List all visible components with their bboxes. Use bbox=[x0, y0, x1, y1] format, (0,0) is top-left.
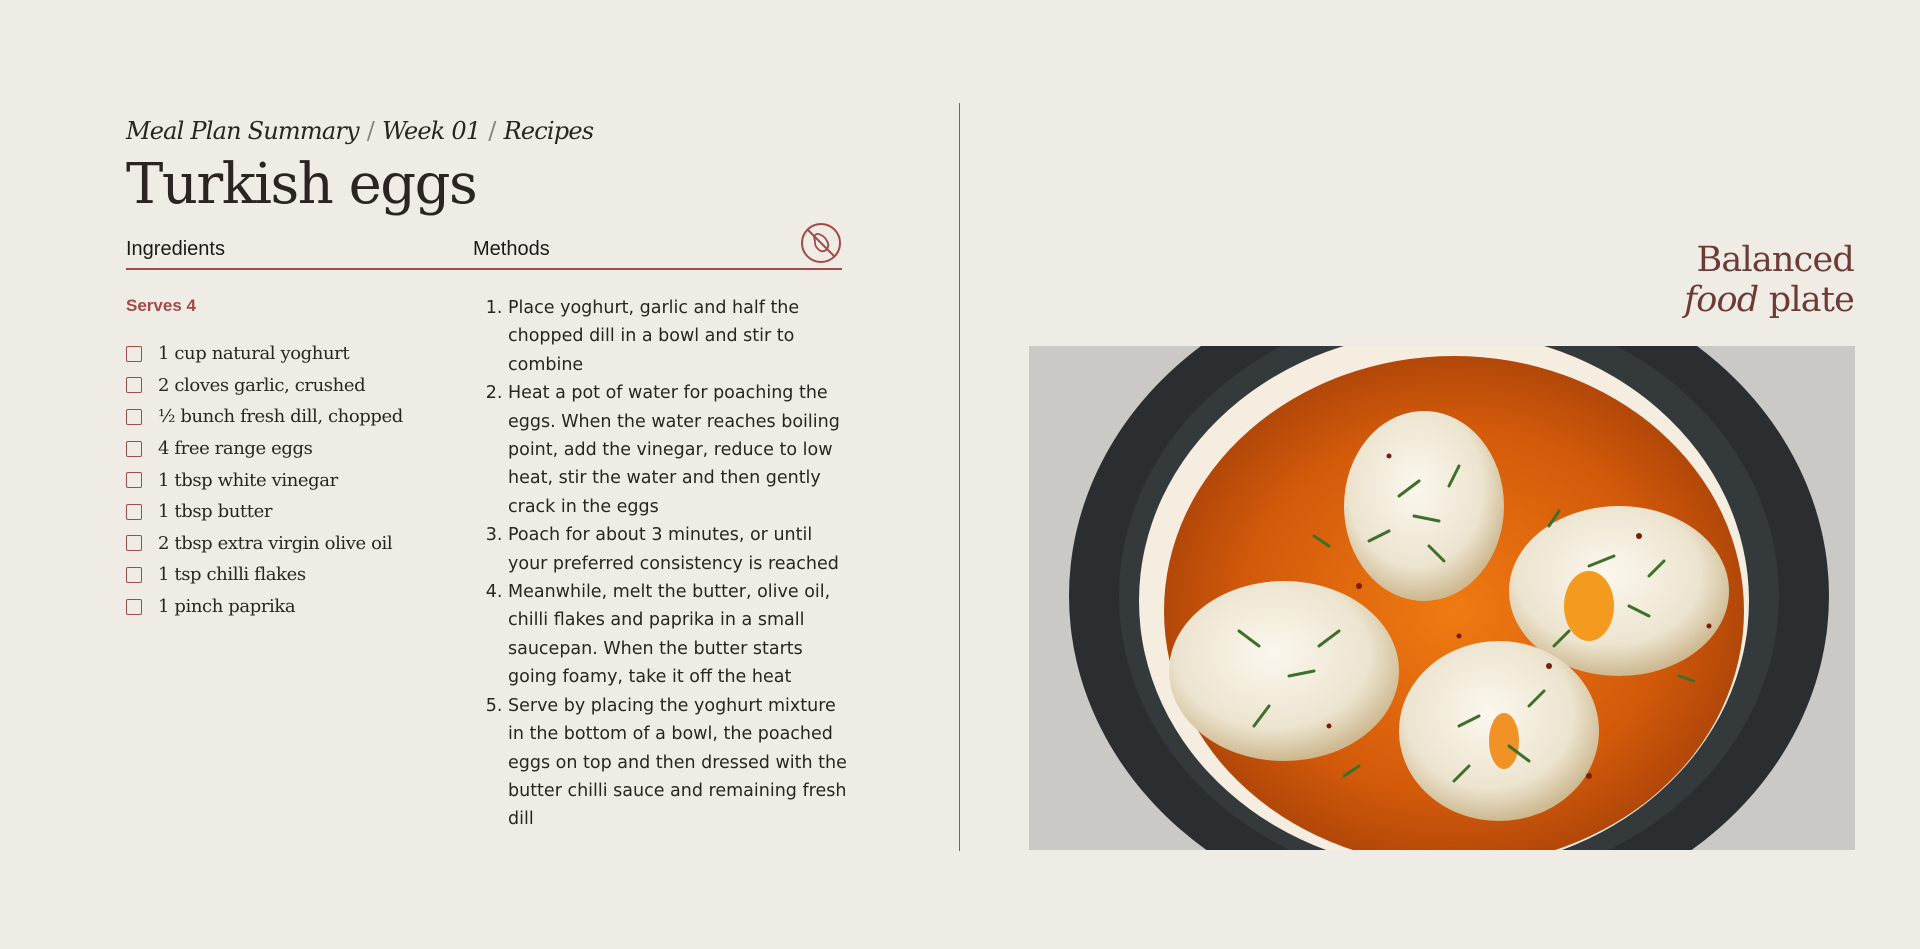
ingredient-item bbox=[126, 338, 456, 370]
recipe-panel bbox=[126, 110, 842, 270]
ingredients-column bbox=[126, 292, 456, 622]
title-line-1: Balanced bbox=[1696, 240, 1854, 280]
ingredient-item bbox=[126, 401, 456, 433]
breadcrumb-separator: / bbox=[366, 117, 375, 145]
balanced-food-plate-title bbox=[1684, 240, 1854, 320]
page-title: Turkish eggs bbox=[126, 152, 477, 217]
ingredient-list bbox=[126, 338, 456, 622]
breadcrumb-separator: / bbox=[488, 117, 496, 145]
breadcrumb bbox=[126, 110, 842, 152]
ingredient-label: 1 tbsp white vinegar bbox=[158, 469, 338, 491]
methods-heading: Methods bbox=[473, 238, 550, 260]
ingredient-checkbox[interactable] bbox=[126, 535, 142, 551]
method-step: 2. Heat a pot of water for poaching the eggs. When the water reaches boiling point, add the vinegar, reduce to low heat, stir the water and then gently crack in the eggs bbox=[508, 379, 853, 521]
breadcrumb-item-meal-plan[interactable]: Meal Plan Summary bbox=[126, 117, 359, 145]
ingredient-item bbox=[126, 591, 456, 623]
ingredient-label: 1 cup natural yoghurt bbox=[158, 343, 350, 365]
ingredient-checkbox[interactable] bbox=[126, 377, 142, 393]
ingredient-item bbox=[126, 433, 456, 465]
ingredient-label: 4 free range eggs bbox=[158, 438, 313, 460]
section-header-row bbox=[126, 222, 842, 270]
ingredient-checkbox[interactable] bbox=[126, 409, 142, 425]
method-list bbox=[473, 294, 853, 834]
ingredient-checkbox[interactable] bbox=[126, 441, 142, 457]
ingredient-checkbox[interactable] bbox=[126, 346, 142, 362]
ingredient-label: 1 tsp chilli flakes bbox=[158, 564, 306, 586]
no-nuts-icon bbox=[800, 222, 842, 264]
ingredient-checkbox[interactable] bbox=[126, 567, 142, 583]
column-divider bbox=[959, 103, 960, 851]
ingredient-checkbox[interactable] bbox=[126, 504, 142, 520]
method-step: 5. Serve by placing the yoghurt mixture in the bottom of a bowl, the poached eggs on top and then dressed with the butter chilli sauce and remaining fresh dill bbox=[508, 692, 853, 834]
recipe-photo bbox=[1029, 346, 1855, 850]
ingredient-item bbox=[126, 464, 456, 496]
title-italic-word: food bbox=[1684, 280, 1759, 320]
ingredients-heading: Ingredients bbox=[126, 238, 225, 260]
ingredient-checkbox[interactable] bbox=[126, 472, 142, 488]
title-rest: plate bbox=[1758, 280, 1854, 320]
ingredient-item bbox=[126, 370, 456, 402]
method-step: 1. Place yoghurt, garlic and half the chopped dill in a bowl and stir to combine bbox=[508, 294, 853, 379]
ingredient-label: 2 tbsp extra virgin olive oil bbox=[158, 532, 393, 554]
ingredient-item bbox=[126, 496, 456, 528]
ingredient-checkbox[interactable] bbox=[126, 599, 142, 615]
ingredient-label: 1 tbsp butter bbox=[158, 501, 273, 523]
serves-label: Serves 4 bbox=[126, 296, 196, 315]
breadcrumb-item-recipes[interactable]: Recipes bbox=[503, 117, 594, 145]
title-line-2 bbox=[1684, 280, 1854, 320]
ingredient-item bbox=[126, 559, 456, 591]
ingredient-label: 1 pinch paprika bbox=[158, 596, 296, 618]
ingredient-label: 2 cloves garlic, crushed bbox=[158, 374, 366, 396]
method-step: 4. Meanwhile, melt the butter, olive oil, chilli flakes and paprika in a small saucepan. When the butter starts going foamy, take it off the heat bbox=[508, 578, 853, 692]
method-step: 3. Poach for about 3 minutes, or until your preferred consistency is reached bbox=[508, 521, 853, 578]
methods-column bbox=[473, 294, 853, 834]
ingredient-label: ½ bunch fresh dill, chopped bbox=[158, 406, 403, 428]
breadcrumb-item-week[interactable]: Week 01 bbox=[382, 117, 481, 145]
ingredient-item bbox=[126, 528, 456, 560]
